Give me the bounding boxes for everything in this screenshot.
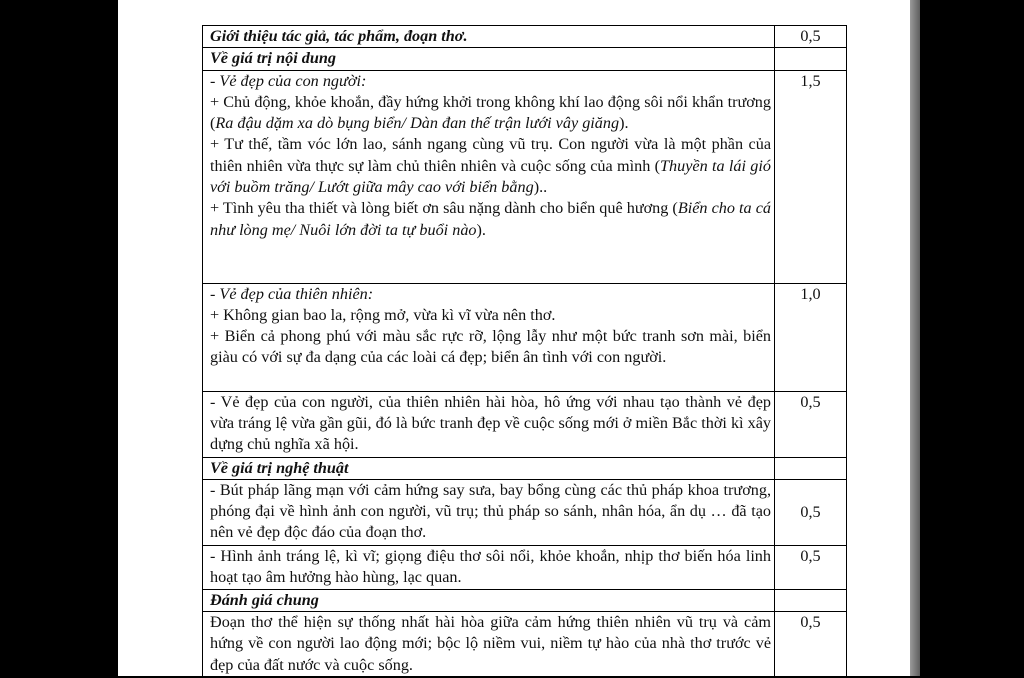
row-score: 0,5 (775, 545, 847, 589)
row-score: 0,5 (775, 26, 847, 48)
section-header-row (203, 48, 847, 70)
item-lead: - Vẻ đẹp của thiên nhiên: (210, 284, 374, 303)
row-text: Giới thiệu tác giả, tác phẩm, đoạn thơ. (203, 26, 775, 48)
paragraph: - Hình ảnh tráng lệ, kì vĩ; giọng điệu thơ sôi nổi, khỏe khoắn, nhịp thơ biến hóa linh hoạt tạo âm hưởng hào hùng, lạc quan. (210, 546, 771, 587)
row-score: 1,5 (775, 70, 847, 283)
row-score (775, 48, 847, 70)
table-row (203, 612, 847, 678)
row-text (203, 545, 775, 589)
table-row (203, 26, 847, 48)
page-edge-shadow (910, 0, 920, 676)
paragraph: + Biển cả phong phú với màu sắc rực rỡ, lộng lẫy như một bức tranh sơn mài, biển giàu có với sự đa dạng của các loài cá đẹp; biển ân tình với con người. (210, 327, 771, 367)
paragraph: + Tư thế, tầm vóc lớn lao, sánh ngang cùng vũ trụ. Con người vừa là một phần của thiên nhiên vừa thực sự làm chủ thiên nhiên và cuộc sống của mình (Thuyền ta lái gió với buồm trăng/ Lướt giữa mây cao với biển bằng).. (210, 135, 771, 197)
row-score: 0,5 (775, 612, 847, 678)
paragraph: - Vẻ đẹp của con người, của thiên nhiên hài hòa, hô ứng với nhau tạo thành vẻ đẹp vừa tráng lệ vừa gần gũi, đó là bức tranh đẹp về cuộc sống mới ở miền Bắc thời kì xây dựng chủ nghĩa xã hội. (210, 392, 771, 454)
row-text (203, 391, 775, 457)
table-row (203, 283, 847, 391)
row-text (203, 283, 775, 391)
paragraph: Đoạn thơ thể hiện sự thống nhất hài hòa giữa cảm hứng thiên nhiên vũ trụ và cảm hứng về con người lao động mới; bộc lộ niềm vui, niềm tự hào của nhà thơ trước vẻ đẹp của đất nước và cuộc sống. (210, 613, 771, 674)
section-title: Về giá trị nghệ thuật (203, 457, 775, 479)
row-score: 1,0 (775, 283, 847, 391)
table-row (203, 545, 847, 589)
paragraph: + Tình yêu tha thiết và lòng biết ơn sâu nặng dành cho biển quê hương (Biển cho ta cá như lòng mẹ/ Nuôi lớn đời ta tự buổi nào). (210, 199, 771, 239)
table-row (203, 70, 847, 283)
paragraph: + Chủ động, khỏe khoắn, đầy hứng khởi trong không khí lao động sôi nổi khẩn trương (Ra đậu dặm xa dò bụng biển/ Dàn đan thế trận lưới vây giăng). (210, 92, 771, 133)
grading-table (202, 25, 847, 678)
row-score (775, 589, 847, 611)
row-text (203, 70, 775, 283)
row-text (203, 479, 775, 545)
paragraph: - Bút pháp lãng mạn với cảm hứng say sưa, bay bổng cùng các thủ pháp khoa trương, phóng đại về hình ảnh con người, vũ trụ; thủ pháp so sánh, nhân hóa, ẩn dụ … đã tạo nên vẻ đẹp độc đáo của đoạn thơ. (210, 480, 771, 542)
row-score: 0,5 (775, 391, 847, 457)
table-row (203, 391, 847, 457)
row-score (775, 457, 847, 479)
section-header-row (203, 589, 847, 611)
row-text (203, 612, 775, 678)
section-header-row (203, 457, 847, 479)
row-score: 0,5 (775, 479, 847, 545)
item-lead: - Vẻ đẹp của con người: (210, 71, 367, 90)
paragraph: + Không gian bao la, rộng mở, vừa kì vĩ vừa nên thơ. (210, 305, 556, 324)
section-title: Về giá trị nội dung (203, 48, 775, 70)
section-title: Đánh giá chung (203, 589, 775, 611)
table-row (203, 479, 847, 545)
